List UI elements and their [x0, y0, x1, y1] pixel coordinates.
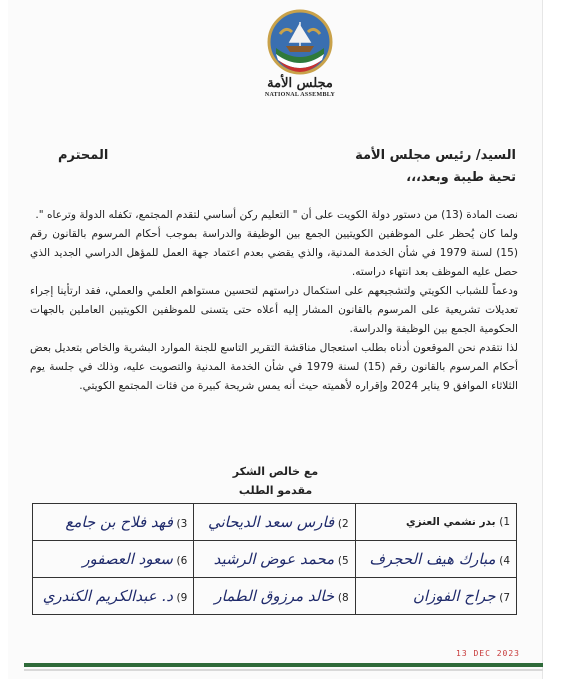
date-stamp: 13 DEC 2023: [456, 649, 520, 658]
emblem-icon: [266, 8, 334, 76]
footer-green-bar: [24, 663, 543, 667]
signatory-signature: د. عبدالكريم الكندري: [42, 587, 173, 605]
signatory-row: [33, 504, 517, 541]
letter-page: [8, 0, 543, 679]
addressee: السيد/ رئيس مجلس الأمة: [355, 148, 516, 163]
footer-grey-bar: [24, 669, 543, 671]
signatory-cell: [355, 504, 516, 541]
signatory-signature: خالد مرزوق الطمار: [214, 587, 335, 605]
signatory-cell: [194, 541, 355, 578]
signatory-cell: [33, 541, 194, 578]
honorific: المحترم: [58, 148, 109, 163]
closing-thanks: مع خالص الشكر: [232, 465, 319, 478]
signatory-cell: [194, 578, 355, 615]
signatory-number: 6): [176, 555, 188, 567]
signatory-signature: سعود العصفور: [82, 550, 173, 568]
national-assembly-emblem: [240, 8, 360, 98]
signatory-number: 1): [499, 516, 510, 528]
signatory-number: 4): [499, 555, 510, 567]
signatory-cell: [194, 504, 355, 541]
signatory-number: 9): [176, 592, 188, 604]
signatory-cell: [33, 504, 194, 541]
signatories-table: [32, 503, 517, 615]
paragraph-support: ودعماً للشباب الكويتي ولتشجيعهم على استكمال دراستهم لتحسين مستواهم العلمي والعملي، فقد ارتأينا إجراء تعديلات تشريعية على المرسوم بالقانون المشار إليه أعلاه حتى يتسنى للموظفين الكويتيين العاملين بالجهات الحكومية الجمع بين الوظيفة والدراسة.: [30, 285, 518, 335]
signatory-signature: فهد فلاح بن جامع: [65, 513, 173, 531]
paragraph-prohibition: ولما كان يُحظر على الموظفين الكويتيين الجمع بين الوظيفة والدراسة بموجب أحكام المرسوم بالقانون رقم (15) لسنة 1979 في شأن الخدمة المدنية، والذي يقضي بعدم اعتماد جهة العمل للمؤهل الدراسي الجديد الذي حصل عليه الموظف بعد انتهاء دراسته.: [30, 228, 518, 278]
signatory-row: [33, 541, 517, 578]
signatory-signature: جراح الفوزان: [412, 587, 496, 605]
signatory-number: 5): [337, 555, 349, 567]
closing-submitters: مقدمو الطلب: [238, 484, 313, 497]
signatory-number: 7): [499, 592, 510, 604]
signatory-cell: [33, 578, 194, 615]
signatory-cell: [355, 541, 516, 578]
signatory-number: 8): [337, 592, 349, 604]
greeting: تحية طيبة وبعد،،،: [406, 170, 516, 185]
signatory-number: 2): [337, 518, 349, 530]
emblem-arabic-name: مجلس الأمة: [267, 76, 333, 91]
paragraph-request: لذا نتقدم نحن الموقعون أدناه بطلب استعجال مناقشة التقرير التاسع للجنة الموارد البشرية والخاص بتعديل بعض أحكام المرسوم بالقانون رقم (15) لسنة 1979 في شأن الخدمة المدنية والتصويت عليه، وذلك في جلسة يوم الثلاثاء الموافق 9 يناير 2024 وإقراره لأهميته حيث أنه يمس شريحة كبيرة من فئات المجتمع الكويتي.: [30, 342, 518, 392]
signatory-number: 3): [176, 518, 188, 530]
signatory-name: بدر نشمي العنزي: [405, 516, 496, 528]
signatory-signature: مبارك هيف الحجرف: [369, 550, 496, 568]
signatory-cell: [355, 578, 516, 615]
signatory-signature: محمد عوض الرشيد: [213, 550, 335, 568]
emblem-english-name: NATIONAL ASSEMBLY: [264, 92, 336, 98]
signatory-row: [33, 578, 517, 615]
paragraph-constitution: نصت المادة (13) من دستور دولة الكويت على أن " التعليم ركن أساسي لتقدم المجتمع، تكفله الدولة وترعاه ".: [35, 209, 518, 221]
letter-body: [30, 206, 518, 396]
signatory-signature: فارس سعد الديحاني: [207, 513, 335, 531]
